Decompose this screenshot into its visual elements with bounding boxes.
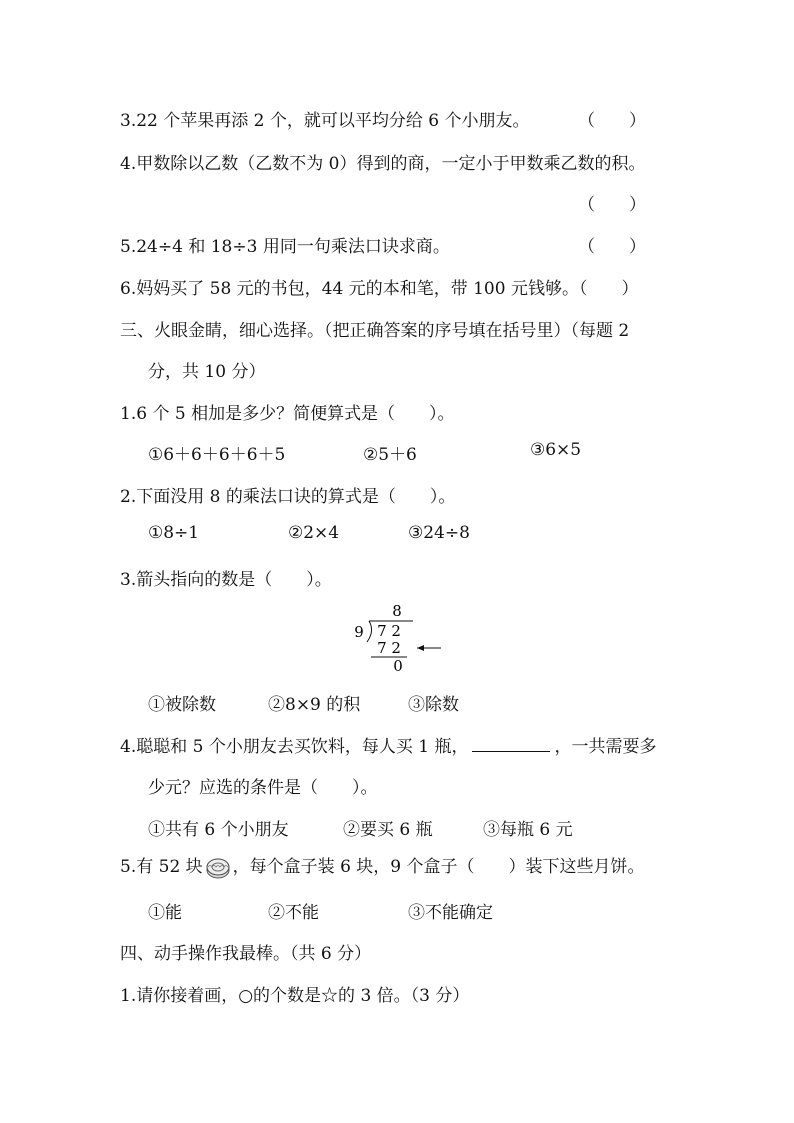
option-1[interactable]: ①被除数 xyxy=(148,695,216,715)
option-2[interactable]: ②要买 6 瓶 xyxy=(343,820,433,840)
division-product: 7 2 xyxy=(377,639,401,657)
section-3-title-cont: 分，共 10 分） xyxy=(148,362,266,382)
division-divisor: 9 xyxy=(354,623,364,641)
option-2[interactable]: ②不能 xyxy=(268,903,319,923)
fill-in-blank[interactable] xyxy=(472,737,550,752)
option-1[interactable]: ①8÷1 xyxy=(148,523,200,543)
question-text: 5.有 52 块 xyxy=(120,857,203,877)
tf-question-4: 4.甲数除以乙数（乙数不为 0）得到的商，一定小于甲数乘乙数的积。 xyxy=(120,154,646,174)
option-3[interactable]: ③24÷8 xyxy=(408,523,470,543)
question-text: 4.聪聪和 5 个小朋友去买饮料，每人买 1 瓶， xyxy=(120,737,469,757)
option-1[interactable]: ①6＋6＋6＋6＋5 xyxy=(148,445,286,465)
section-4-title: 四、动手操作我最棒。（共 6 分） xyxy=(120,944,372,964)
long-division-diagram xyxy=(345,600,455,672)
option-1[interactable]: ①共有 6 个小朋友 xyxy=(148,820,289,840)
tf-question-3: 3.22 个苹果再添 2 个，就可以平均分给 6 个小朋友。 xyxy=(120,111,530,131)
tf-question-5: 5.24÷4 和 18÷3 用同一句乘法口诀求商。 xyxy=(120,237,450,257)
arrow-head-icon xyxy=(417,645,424,651)
mc-question-4-cont: 少元？应选的条件是（ ）。 xyxy=(148,778,378,798)
option-3[interactable]: ③每瓶 6 元 xyxy=(483,820,573,840)
division-quotient: 8 xyxy=(392,602,402,620)
division-remainder: 0 xyxy=(393,657,403,672)
section-3-title: 三、火眼金睛，细心选择。（把正确答案的序号填在括号里）（每题 2 xyxy=(120,321,630,341)
mc-question-3: 3.箭头指向的数是（ ）。 xyxy=(120,570,332,590)
division-bracket xyxy=(367,621,372,642)
option-1[interactable]: ①能 xyxy=(148,903,182,923)
division-dividend: 7 2 xyxy=(377,622,401,640)
mc-question-5 xyxy=(120,852,645,881)
option-2[interactable]: ②5＋6 xyxy=(363,445,417,465)
answer-paren[interactable]: （ ） xyxy=(578,111,646,131)
question-text: ，一共需要多 xyxy=(554,737,657,757)
mc-question-2: 2.下面没用 8 的乘法口诀的算式是（ ）。 xyxy=(120,487,456,507)
mc-question-1: 1.6 个 5 相加是多少？简便算式是（ ）。 xyxy=(120,404,455,424)
option-3[interactable]: ③6×5 xyxy=(530,440,582,460)
answer-paren[interactable]: （ ） xyxy=(578,195,646,215)
question-text: ，每个盒子装 6 块，9 个盒子（ ）装下这些月饼。 xyxy=(232,857,645,877)
option-3[interactable]: ③不能确定 xyxy=(408,903,493,923)
drawing-question-1: 1.请你接着画，○的个数是☆的 3 倍。（3 分） xyxy=(120,986,470,1006)
option-2[interactable]: ②2×4 xyxy=(288,523,340,543)
option-2[interactable]: ②8×9 的积 xyxy=(268,695,361,715)
mc-question-4 xyxy=(120,732,656,757)
answer-paren[interactable]: （ ） xyxy=(578,237,646,257)
mooncake-icon xyxy=(205,855,231,881)
tf-question-6: 6.妈妈买了 58 元的书包，44 元的本和笔，带 100 元钱够。（ ） xyxy=(120,279,639,299)
option-3[interactable]: ③除数 xyxy=(408,695,459,715)
